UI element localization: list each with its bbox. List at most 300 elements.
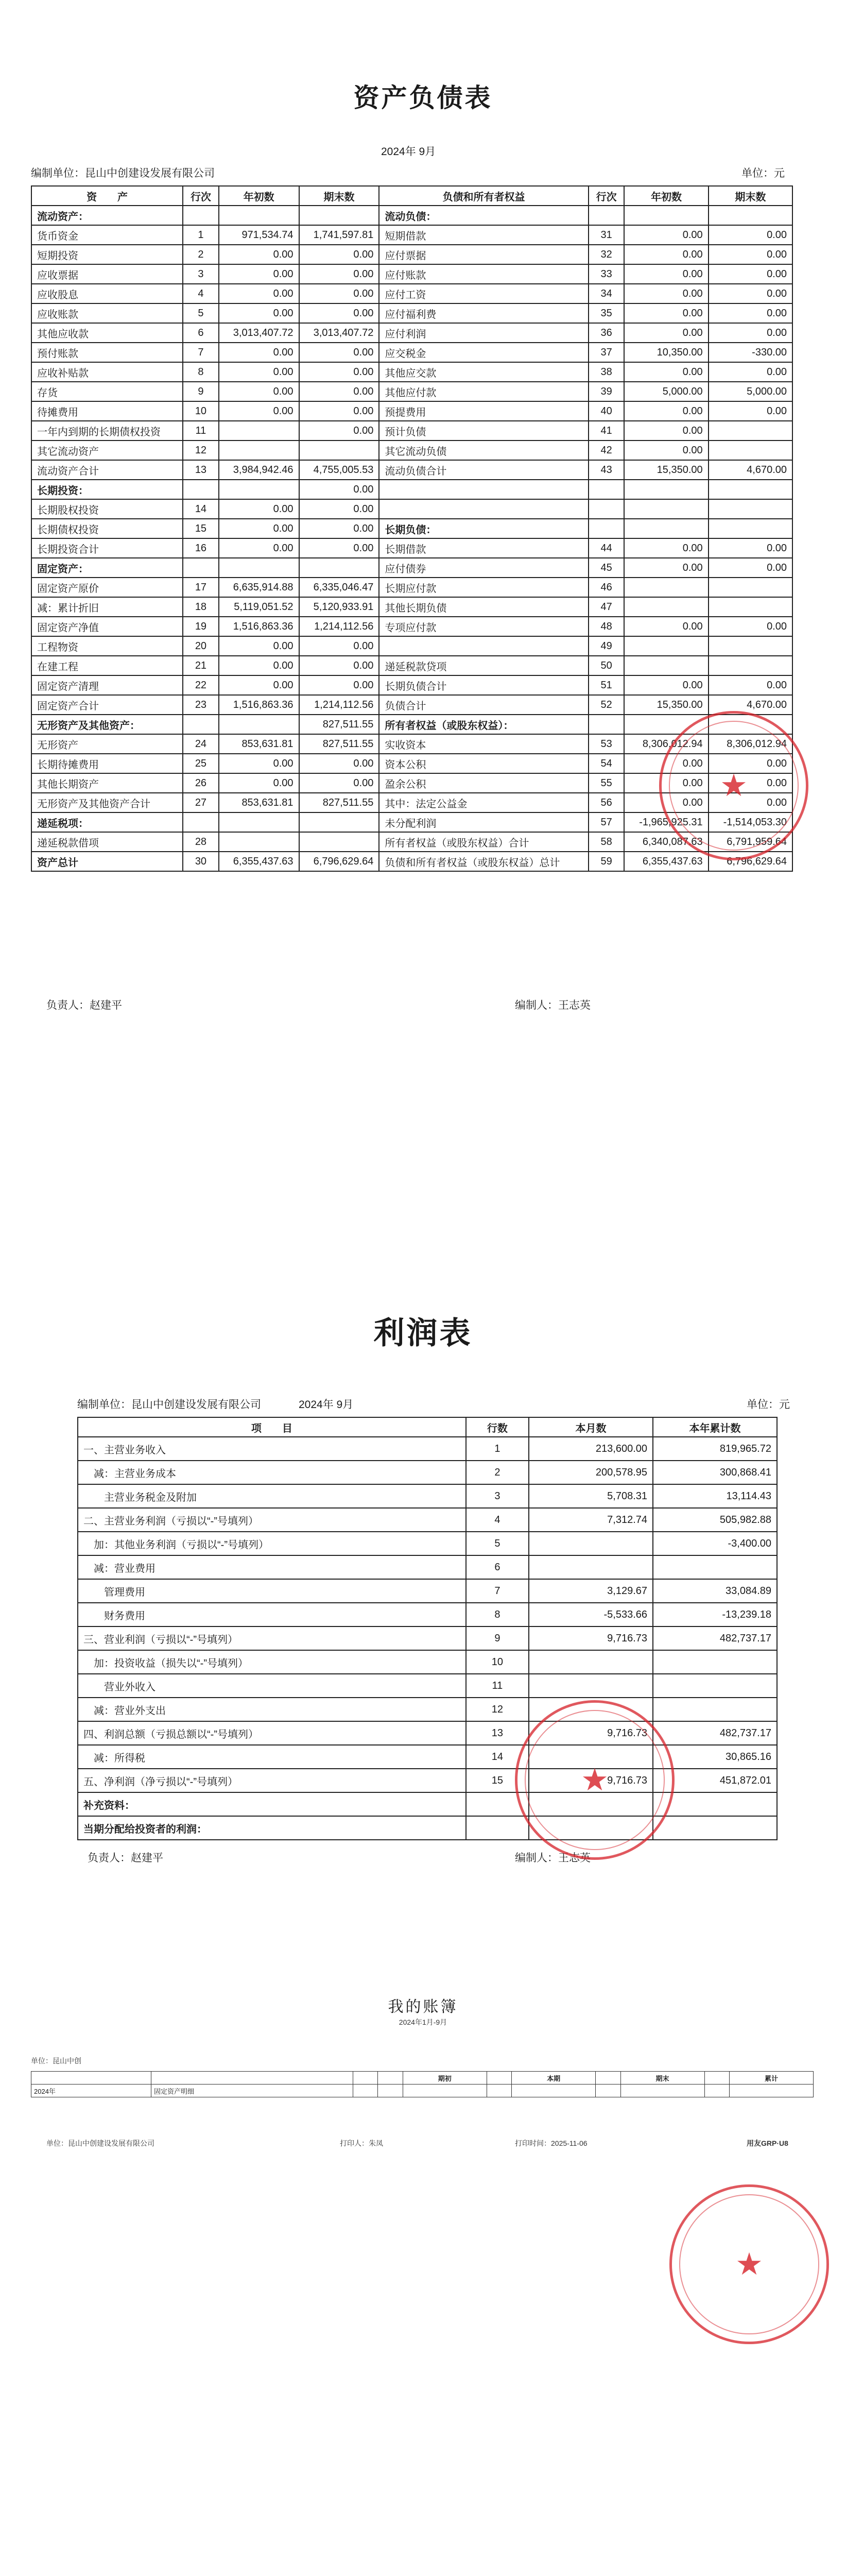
liability-cell: 0.00 bbox=[624, 264, 708, 284]
column-header: 期末数 bbox=[709, 186, 792, 206]
income-cell bbox=[653, 1555, 777, 1579]
liability-cell bbox=[709, 519, 792, 538]
income-cell: 200,578.95 bbox=[529, 1461, 653, 1484]
column-header bbox=[31, 2072, 151, 2084]
liability-cell: 0.00 bbox=[624, 401, 708, 421]
liability-cell: 0.00 bbox=[709, 245, 792, 264]
income-unit: 单位：元 bbox=[747, 1399, 790, 1411]
table-row bbox=[31, 245, 792, 264]
asset-cell: 1,516,863.36 bbox=[219, 617, 299, 636]
table-row bbox=[31, 206, 792, 225]
income-cell bbox=[653, 1816, 777, 1840]
asset-cell: 17 bbox=[183, 578, 219, 597]
column-header bbox=[353, 2072, 377, 2084]
asset-cell: 0.00 bbox=[299, 773, 379, 793]
income-cell: 一、主营业务收入 bbox=[78, 1437, 466, 1461]
ledger-brand-logo: 用友GRP·U8 bbox=[747, 2139, 788, 2147]
liability-cell: 34 bbox=[589, 284, 625, 303]
liability-cell: 0.00 bbox=[624, 617, 708, 636]
liability-cell: 其中：法定公益金 bbox=[379, 793, 588, 812]
liability-cell: 0.00 bbox=[709, 323, 792, 343]
asset-cell: 在建工程 bbox=[31, 656, 183, 675]
ledger-cell bbox=[620, 2084, 704, 2097]
table-row bbox=[31, 558, 792, 578]
liability-cell: 39 bbox=[589, 382, 625, 401]
table-row bbox=[78, 1603, 777, 1626]
asset-cell: 6,635,914.88 bbox=[219, 578, 299, 597]
asset-cell: 6,335,046.47 bbox=[299, 578, 379, 597]
table-row bbox=[78, 1698, 777, 1721]
asset-cell: 递延税款借项 bbox=[31, 832, 183, 852]
liability-cell: 40 bbox=[589, 401, 625, 421]
asset-cell: 待摊费用 bbox=[31, 401, 183, 421]
liability-cell: 0.00 bbox=[624, 303, 708, 323]
liability-cell bbox=[624, 499, 708, 519]
table-row bbox=[31, 401, 792, 421]
liability-cell bbox=[624, 519, 708, 538]
asset-cell: 827,511.55 bbox=[299, 734, 379, 754]
income-cell: 7,312.74 bbox=[529, 1508, 653, 1532]
asset-cell: 1,741,597.81 bbox=[299, 225, 379, 245]
income-cell: 7 bbox=[466, 1579, 529, 1603]
asset-cell: 3,984,942.46 bbox=[219, 460, 299, 480]
table-row bbox=[31, 499, 792, 519]
ledger-footer-company: 单位：昆山中创建设发展有限公司 bbox=[46, 2139, 154, 2147]
liability-cell: 44 bbox=[589, 538, 625, 558]
column-header: 行次 bbox=[183, 186, 219, 206]
liability-cell: 32 bbox=[589, 245, 625, 264]
asset-cell: 递延税项： bbox=[31, 812, 183, 832]
liability-cell bbox=[624, 656, 708, 675]
income-cell: 管理费用 bbox=[78, 1579, 466, 1603]
liability-cell: 0.00 bbox=[624, 675, 708, 695]
liability-cell bbox=[709, 499, 792, 519]
asset-cell: 0.00 bbox=[299, 264, 379, 284]
table-row bbox=[78, 1437, 777, 1461]
income-cell: 二、主营业务利润（亏损以“-”号填列） bbox=[78, 1508, 466, 1532]
ledger-cell bbox=[487, 2084, 511, 2097]
asset-cell: 10 bbox=[183, 401, 219, 421]
asset-cell bbox=[219, 421, 299, 440]
asset-cell: 3,013,407.72 bbox=[299, 323, 379, 343]
table-row bbox=[78, 1626, 777, 1650]
asset-cell bbox=[219, 832, 299, 852]
liability-cell bbox=[379, 636, 588, 656]
liability-cell: 0.00 bbox=[709, 538, 792, 558]
liability-cell: 预计负债 bbox=[379, 421, 588, 440]
asset-cell: 3 bbox=[183, 264, 219, 284]
asset-cell: 0.00 bbox=[219, 303, 299, 323]
income-cell: 减：营业费用 bbox=[78, 1555, 466, 1579]
income-cell: 213,600.00 bbox=[529, 1437, 653, 1461]
liability-cell: 应付票据 bbox=[379, 245, 588, 264]
table-row bbox=[31, 323, 792, 343]
income-cell: 五、净利润（净亏损以“-”号填列） bbox=[78, 1769, 466, 1792]
liability-cell: 0.00 bbox=[624, 773, 708, 793]
table-row bbox=[78, 1532, 777, 1555]
asset-cell: 4,755,005.53 bbox=[299, 460, 379, 480]
asset-cell: 18 bbox=[183, 597, 219, 617]
liability-cell: 35 bbox=[589, 303, 625, 323]
liability-cell: 长期借款 bbox=[379, 538, 588, 558]
income-cell bbox=[466, 1816, 529, 1840]
asset-cell: 其它流动资产 bbox=[31, 440, 183, 460]
table-row bbox=[31, 225, 792, 245]
liability-cell: 36 bbox=[589, 323, 625, 343]
asset-cell bbox=[219, 715, 299, 734]
asset-cell: 长期投资： bbox=[31, 480, 183, 499]
table-row bbox=[31, 362, 792, 382]
liability-cell: 15,350.00 bbox=[624, 695, 708, 715]
column-header bbox=[704, 2072, 729, 2084]
asset-cell: 5,120,933.91 bbox=[299, 597, 379, 617]
asset-cell: 应收股息 bbox=[31, 284, 183, 303]
asset-cell: 0.00 bbox=[299, 245, 379, 264]
table-row bbox=[31, 2084, 814, 2097]
table-row bbox=[31, 480, 792, 499]
asset-cell: 流动资产： bbox=[31, 206, 183, 225]
ledger-cell bbox=[729, 2084, 813, 2097]
asset-cell: 4 bbox=[183, 284, 219, 303]
income-cell: 2 bbox=[466, 1461, 529, 1484]
company-seal-icon: ★ bbox=[659, 711, 808, 860]
asset-cell: 0.00 bbox=[299, 656, 379, 675]
liability-cell: 52 bbox=[589, 695, 625, 715]
income-footer-right: 编制人：王志英 bbox=[515, 1852, 591, 1864]
liability-cell: 0.00 bbox=[624, 225, 708, 245]
liability-cell: 6,796,629.64 bbox=[709, 852, 792, 871]
asset-cell: 0.00 bbox=[299, 538, 379, 558]
income-cell: 12 bbox=[466, 1698, 529, 1721]
income-cell: 补充资料： bbox=[78, 1792, 466, 1816]
column-header: 本年累计数 bbox=[653, 1417, 777, 1437]
income-cell: 四、利润总额（亏损总额以“-”号填列） bbox=[78, 1721, 466, 1745]
column-header: 负债和所有者权益 bbox=[379, 186, 588, 206]
liability-cell: 8,306,012.94 bbox=[709, 734, 792, 754]
column-header: 期初 bbox=[403, 2072, 487, 2084]
liability-cell: 长期负债： bbox=[379, 519, 588, 538]
asset-cell: 22 bbox=[183, 675, 219, 695]
asset-cell: 0.00 bbox=[299, 636, 379, 656]
table-row bbox=[78, 1555, 777, 1579]
asset-cell: 0.00 bbox=[219, 675, 299, 695]
liability-cell: 6,355,437.63 bbox=[624, 852, 708, 871]
income-cell bbox=[653, 1650, 777, 1674]
table-row bbox=[31, 675, 792, 695]
income-cell: 减：所得税 bbox=[78, 1745, 466, 1769]
asset-cell: 0.00 bbox=[299, 362, 379, 382]
liability-cell: 0.00 bbox=[709, 754, 792, 773]
asset-cell: 23 bbox=[183, 695, 219, 715]
asset-cell: 13 bbox=[183, 460, 219, 480]
asset-cell: 0.00 bbox=[299, 519, 379, 538]
liability-cell: 0.00 bbox=[709, 303, 792, 323]
asset-cell: 2 bbox=[183, 245, 219, 264]
asset-cell: 长期待摊费用 bbox=[31, 754, 183, 773]
liability-cell: 37 bbox=[589, 343, 625, 362]
income-cell: 加：投资收益（损失以“-”号填列） bbox=[78, 1650, 466, 1674]
table-row bbox=[31, 382, 792, 401]
balance-sheet-footer-right: 编制人：王志英 bbox=[515, 999, 591, 1011]
asset-cell: 无形资产 bbox=[31, 734, 183, 754]
table-row bbox=[31, 264, 792, 284]
liability-cell bbox=[709, 578, 792, 597]
liability-cell: 49 bbox=[589, 636, 625, 656]
asset-cell: 0.00 bbox=[219, 499, 299, 519]
income-cell: 300,868.41 bbox=[653, 1461, 777, 1484]
asset-cell bbox=[219, 440, 299, 460]
liability-cell: 递延税款贷项 bbox=[379, 656, 588, 675]
liability-cell: 0.00 bbox=[709, 362, 792, 382]
asset-cell: 11 bbox=[183, 421, 219, 440]
table-row bbox=[78, 1816, 777, 1840]
asset-cell bbox=[183, 558, 219, 578]
income-cell: 15 bbox=[466, 1769, 529, 1792]
table-row bbox=[31, 617, 792, 636]
liability-cell bbox=[709, 440, 792, 460]
asset-cell: 26 bbox=[183, 773, 219, 793]
income-cell: 482,737.17 bbox=[653, 1626, 777, 1650]
asset-cell: 28 bbox=[183, 832, 219, 852]
asset-cell: 流动资产合计 bbox=[31, 460, 183, 480]
income-cell: 30,865.16 bbox=[653, 1745, 777, 1769]
table-row bbox=[31, 421, 792, 440]
asset-cell: 853,631.81 bbox=[219, 734, 299, 754]
liability-cell bbox=[709, 421, 792, 440]
liability-cell: 其他长期负债 bbox=[379, 597, 588, 617]
liability-cell: 51 bbox=[589, 675, 625, 695]
company-seal-icon: ★ bbox=[669, 2184, 829, 2344]
table-row bbox=[31, 656, 792, 675]
table-row bbox=[31, 636, 792, 656]
asset-cell bbox=[299, 206, 379, 225]
column-header: 行数 bbox=[466, 1417, 529, 1437]
income-cell: 9,716.73 bbox=[529, 1626, 653, 1650]
asset-cell: 0.00 bbox=[299, 480, 379, 499]
liability-cell bbox=[624, 597, 708, 617]
liability-cell: 其他应交款 bbox=[379, 362, 588, 382]
liability-cell: 资本公积 bbox=[379, 754, 588, 773]
liability-cell bbox=[709, 636, 792, 656]
liability-cell: 流动负债合计 bbox=[379, 460, 588, 480]
asset-cell: 减：累计折旧 bbox=[31, 597, 183, 617]
income-cell: 6 bbox=[466, 1555, 529, 1579]
income-cell: 营业外收入 bbox=[78, 1674, 466, 1698]
income-cell: 财务费用 bbox=[78, 1603, 466, 1626]
liability-cell bbox=[624, 578, 708, 597]
liability-cell: 41 bbox=[589, 421, 625, 440]
liability-cell: 56 bbox=[589, 793, 625, 812]
asset-cell: 24 bbox=[183, 734, 219, 754]
income-cell bbox=[529, 1650, 653, 1674]
liability-cell: 未分配利润 bbox=[379, 812, 588, 832]
income-cell: 5,708.31 bbox=[529, 1484, 653, 1508]
liability-cell: 0.00 bbox=[709, 225, 792, 245]
table-row bbox=[78, 1674, 777, 1698]
asset-cell: 3,013,407.72 bbox=[219, 323, 299, 343]
liability-cell: 6,340,087.63 bbox=[624, 832, 708, 852]
income-company: 编制单位：昆山中创建设发展有限公司 bbox=[77, 1399, 261, 1411]
column-header bbox=[151, 2072, 353, 2084]
liability-cell: 0.00 bbox=[624, 284, 708, 303]
column-header: 累计 bbox=[729, 2072, 813, 2084]
asset-cell bbox=[219, 206, 299, 225]
income-cell: 主营业务税金及附加 bbox=[78, 1484, 466, 1508]
income-title: 利润表 bbox=[373, 1316, 473, 1350]
asset-cell: 8 bbox=[183, 362, 219, 382]
income-cell: 9,716.73 bbox=[529, 1769, 653, 1792]
liability-cell: 0.00 bbox=[624, 538, 708, 558]
ledger-cell bbox=[704, 2084, 729, 2097]
income-cell: 1 bbox=[466, 1437, 529, 1461]
liability-cell: 38 bbox=[589, 362, 625, 382]
asset-cell: 6,796,629.64 bbox=[299, 852, 379, 871]
liability-cell: 0.00 bbox=[709, 617, 792, 636]
ledger-footer-time: 打印时间：2025-11-06 bbox=[515, 2139, 588, 2147]
liability-cell bbox=[379, 499, 588, 519]
asset-cell bbox=[183, 715, 219, 734]
table-row bbox=[78, 1721, 777, 1745]
asset-cell: 工程物资 bbox=[31, 636, 183, 656]
ledger-section bbox=[0, 1906, 846, 2576]
asset-cell: 30 bbox=[183, 852, 219, 871]
liability-cell: 0.00 bbox=[709, 558, 792, 578]
table-row bbox=[31, 578, 792, 597]
asset-cell: 19 bbox=[183, 617, 219, 636]
liability-cell: 所有者权益（或股东权益）： bbox=[379, 715, 588, 734]
liability-cell: 0.00 bbox=[624, 440, 708, 460]
liability-cell: 短期借款 bbox=[379, 225, 588, 245]
column-header: 期末 bbox=[620, 2072, 704, 2084]
asset-cell: 0.00 bbox=[299, 675, 379, 695]
asset-cell: 0.00 bbox=[219, 382, 299, 401]
column-header: 期末数 bbox=[299, 186, 379, 206]
liability-cell: 57 bbox=[589, 812, 625, 832]
table-row bbox=[31, 695, 792, 715]
asset-cell: 0.00 bbox=[299, 382, 379, 401]
asset-cell: 0.00 bbox=[299, 754, 379, 773]
asset-cell: 其他长期资产 bbox=[31, 773, 183, 793]
liability-cell bbox=[589, 519, 625, 538]
column-header: 年初数 bbox=[624, 186, 708, 206]
asset-cell: 20 bbox=[183, 636, 219, 656]
liability-cell: 预提费用 bbox=[379, 401, 588, 421]
income-cell bbox=[529, 1555, 653, 1579]
table-row bbox=[31, 303, 792, 323]
asset-cell: 长期投资合计 bbox=[31, 538, 183, 558]
table-row bbox=[78, 1484, 777, 1508]
liability-cell bbox=[624, 636, 708, 656]
table-row bbox=[78, 1461, 777, 1484]
liability-cell: 专项应付款 bbox=[379, 617, 588, 636]
liability-cell: 0.00 bbox=[709, 264, 792, 284]
income-cell: 11 bbox=[466, 1674, 529, 1698]
table-row bbox=[31, 284, 792, 303]
liability-cell: 应付债券 bbox=[379, 558, 588, 578]
liability-cell bbox=[589, 206, 625, 225]
income-cell: -5,533.66 bbox=[529, 1603, 653, 1626]
liability-cell: 0.00 bbox=[709, 793, 792, 812]
asset-cell: 5,119,051.52 bbox=[219, 597, 299, 617]
ledger-cell bbox=[512, 2084, 596, 2097]
income-cell: 482,737.17 bbox=[653, 1721, 777, 1745]
column-header bbox=[596, 2072, 620, 2084]
asset-cell: 14 bbox=[183, 499, 219, 519]
liability-cell: 0.00 bbox=[624, 754, 708, 773]
asset-cell bbox=[183, 812, 219, 832]
column-header: 本月数 bbox=[529, 1417, 653, 1437]
ledger-cell: 2024年 bbox=[31, 2084, 151, 2097]
balance-sheet-company: 编制单位：昆山中创建设发展有限公司 bbox=[31, 167, 215, 179]
table-row bbox=[31, 597, 792, 617]
liability-cell: 0.00 bbox=[624, 362, 708, 382]
liability-cell: 8,306,012.94 bbox=[624, 734, 708, 754]
asset-cell bbox=[299, 832, 379, 852]
liability-cell: 10,350.00 bbox=[624, 343, 708, 362]
liability-cell: -330.00 bbox=[709, 343, 792, 362]
liability-cell bbox=[709, 480, 792, 499]
table-row bbox=[31, 440, 792, 460]
column-header bbox=[378, 2072, 403, 2084]
income-cell: 5 bbox=[466, 1532, 529, 1555]
table-row bbox=[31, 538, 792, 558]
asset-cell bbox=[299, 812, 379, 832]
column-header: 行次 bbox=[589, 186, 625, 206]
income-cell: 819,965.72 bbox=[653, 1437, 777, 1461]
liability-cell: 实收资本 bbox=[379, 734, 588, 754]
asset-cell: 0.00 bbox=[219, 245, 299, 264]
liability-cell bbox=[379, 480, 588, 499]
asset-cell: 应收账款 bbox=[31, 303, 183, 323]
column-header: 本期 bbox=[512, 2072, 596, 2084]
income-cell: 三、营业利润（亏损以“-”号填列） bbox=[78, 1626, 466, 1650]
asset-cell: 应收票据 bbox=[31, 264, 183, 284]
asset-cell: 0.00 bbox=[219, 754, 299, 773]
liability-cell: 应付工资 bbox=[379, 284, 588, 303]
income-cell: 4 bbox=[466, 1508, 529, 1532]
liability-cell: 45 bbox=[589, 558, 625, 578]
liability-cell: 0.00 bbox=[624, 793, 708, 812]
asset-cell: 827,511.55 bbox=[299, 715, 379, 734]
table-row bbox=[31, 519, 792, 538]
table-row bbox=[31, 460, 792, 480]
asset-cell bbox=[219, 480, 299, 499]
liability-cell: 4,670.00 bbox=[709, 695, 792, 715]
liability-cell: 58 bbox=[589, 832, 625, 852]
liability-cell: 4,670.00 bbox=[709, 460, 792, 480]
income-cell bbox=[653, 1674, 777, 1698]
table-row bbox=[78, 1579, 777, 1603]
liability-cell: 5,000.00 bbox=[624, 382, 708, 401]
asset-cell: 6,355,437.63 bbox=[219, 852, 299, 871]
income-cell bbox=[529, 1532, 653, 1555]
income-cell: 505,982.88 bbox=[653, 1508, 777, 1532]
table-header-row bbox=[31, 2072, 814, 2084]
liability-cell: 盈余公积 bbox=[379, 773, 588, 793]
income-cell: 13 bbox=[466, 1721, 529, 1745]
asset-cell bbox=[219, 558, 299, 578]
asset-cell: 827,511.55 bbox=[299, 793, 379, 812]
income-cell: -13,239.18 bbox=[653, 1603, 777, 1626]
liability-cell: 33 bbox=[589, 264, 625, 284]
income-cell: 当期分配给投资者的利润： bbox=[78, 1816, 466, 1840]
liability-cell: 50 bbox=[589, 656, 625, 675]
asset-cell bbox=[183, 206, 219, 225]
ledger-footer-printer: 打印人：朱凤 bbox=[340, 2139, 383, 2147]
asset-cell: 其他应收款 bbox=[31, 323, 183, 343]
income-cell: 3,129.67 bbox=[529, 1579, 653, 1603]
liability-cell: -1,514,053.30 bbox=[709, 812, 792, 832]
